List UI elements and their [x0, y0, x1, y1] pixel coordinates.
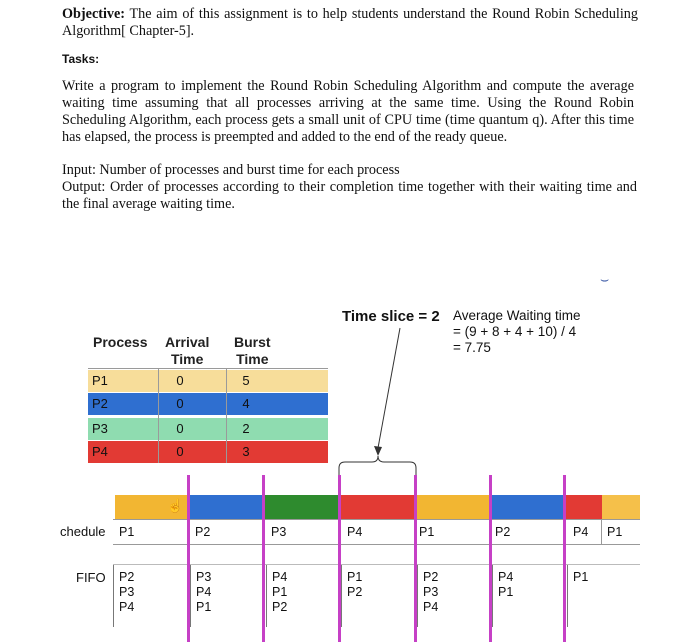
cell-burst: 4: [242, 396, 250, 411]
cell-arrival: 0: [176, 421, 184, 436]
fifo-column: P4 P1: [498, 570, 514, 599]
schedule-row: [113, 519, 640, 545]
cell-process: P2: [92, 396, 108, 411]
cell-arrival: 0: [176, 373, 184, 388]
fifo-column: P3 P4 P1: [196, 570, 212, 614]
fifo-column: P2 P3 P4: [423, 570, 439, 614]
pointer-arrowhead-icon: [374, 446, 382, 456]
bar-segment-p3b: [302, 495, 340, 519]
grid-row: [113, 544, 640, 565]
bar-segment-p1c: [602, 495, 640, 519]
round-robin-slide: [60, 270, 640, 642]
cell-arrival: 0: [176, 396, 184, 411]
input-line: Input: Number of processes and burst time for each process: [62, 162, 400, 178]
bar-segment-p2: [188, 495, 263, 519]
schedule-cell: P4: [347, 525, 363, 539]
hand-cursor-icon: ☝: [167, 498, 184, 513]
fifo-column: P2 P3 P4: [119, 570, 135, 614]
task-paragraph: Write a program to implement the Round Robin Scheduling Algorithm and compute the average waiting time assuming that all processes arriving at the same time. Using the Round Robin Scheduling Algorithm, each process gets a small unit of CPU time (time quantum q). After this time has elapsed, the process is preempted and added to the end of the ready queue.: [62, 78, 634, 145]
cell-process: P4: [92, 444, 108, 459]
objective-paragraph: [62, 6, 638, 40]
bar-segment-p1b: [415, 495, 490, 519]
awt-title: Average Waiting time: [453, 308, 581, 323]
output-line: Output: Order of processes according to their completion time together with their waiting time and the final average waiting time.: [62, 179, 637, 212]
bar-segment-p4: [340, 495, 415, 519]
fifo-column: P4 P1 P2: [272, 570, 288, 614]
header-process: Process: [93, 334, 148, 350]
bar-segment-p2b: [490, 495, 565, 519]
time-marker: [563, 475, 566, 642]
cell-process: P1: [92, 373, 108, 388]
objective-text: The aim of this assignment is to help students understand the Round Robin Scheduling Algorithm[ Chapter-5].: [62, 6, 638, 39]
pointer-arrow-line: [378, 328, 400, 448]
fifo-label: FIFO: [76, 570, 106, 585]
bar-segment-p3a: [263, 495, 302, 519]
fifo-column: P1 P2: [347, 570, 363, 599]
time-marker: [262, 475, 265, 642]
schedule-cell: P4: [573, 525, 589, 539]
awt-result: = 7.75: [453, 340, 491, 355]
schedule-cell: P2: [495, 525, 511, 539]
schedule-cell: P1: [607, 525, 623, 539]
cell-burst: 3: [242, 444, 250, 459]
schedule-cell: P3: [271, 525, 287, 539]
cell-burst: 2: [242, 421, 250, 436]
schedule-cell: P2: [195, 525, 211, 539]
awt-formula: = (9 + 8 + 4 + 10) / 4: [453, 324, 577, 339]
tasks-heading: Tasks:: [62, 52, 100, 66]
schedule-cell: P1: [119, 525, 135, 539]
io-block: [62, 162, 637, 213]
cell-process: P3: [92, 421, 108, 436]
time-slice-label: Time slice = 2: [342, 308, 440, 325]
cell-arrival: 0: [176, 444, 184, 459]
svg-text:⌣: ⌣: [600, 271, 610, 287]
schedule-cell: P1: [419, 525, 435, 539]
header-burst: Burst Time: [234, 334, 271, 367]
header-arrival: Arrival Time: [165, 334, 210, 367]
slice-brace: [339, 456, 416, 495]
fifo-column: P1: [573, 570, 589, 584]
cell-burst: 5: [242, 373, 250, 388]
bar-segment-p4b: [565, 495, 602, 519]
objective-label: Objective:: [62, 6, 126, 22]
schedule-label: chedule: [60, 524, 106, 539]
